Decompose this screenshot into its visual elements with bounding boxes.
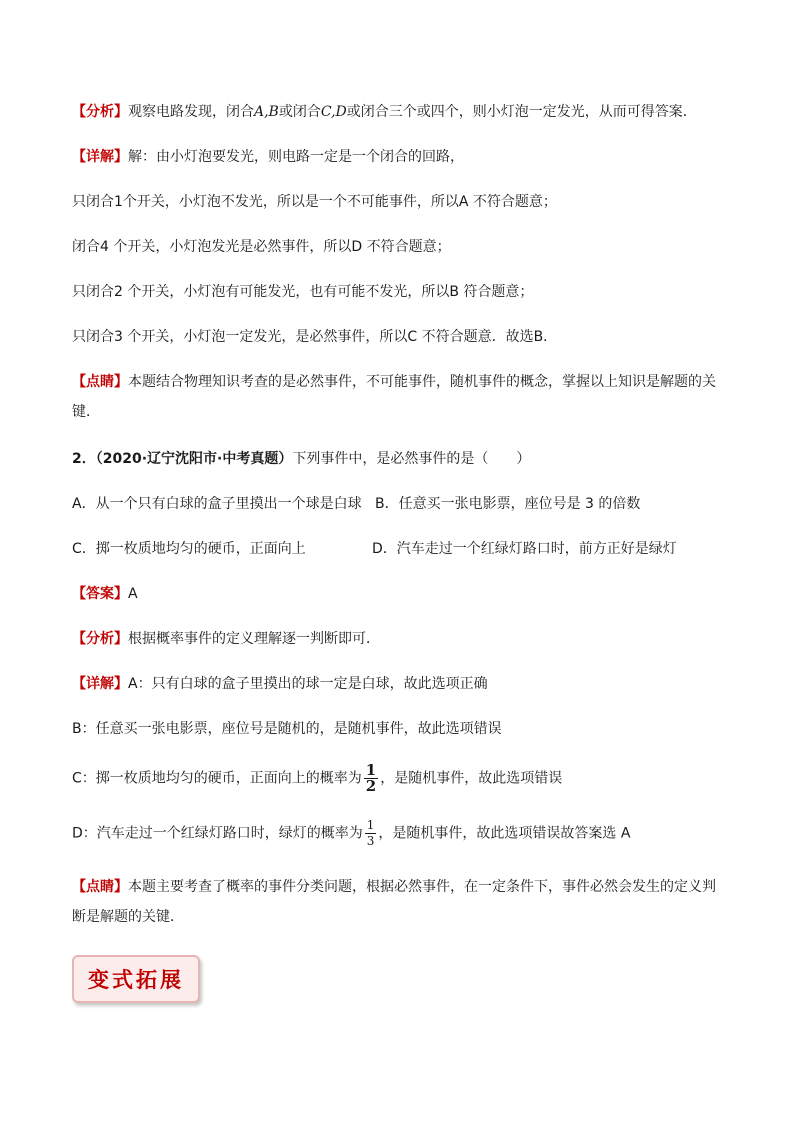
answer: 【答案】A [72,586,138,602]
section-title: 变式拓展 [88,967,184,992]
prev-detail-line-1: 只闭合1个开关，小灯泡不发光，所以是一个不可能事件，所以A 不符合题意； [72,194,557,210]
answer-tag: 【答案】 [72,586,128,602]
detail-tag: 【详解】 [72,149,128,165]
question-2-stem: 2．（2020·辽宁沈阳市·中考真题）下列事件中，是必然事件的是（ ） [72,451,531,467]
analysis-tag: 【分析】 [72,631,128,647]
detail-d: D：汽车走过一个红绿灯路口时，绿灯的概率为 $\frac{1}{3}$ ，是随机事件，故此选项错误故答案选 A [72,818,631,848]
prev-detail-line-2: 闭合4 个开关，小灯泡发光是必然事件，所以D 不符合题意； [72,239,451,255]
comment-tag: 【点睛】 [72,879,128,895]
option-b: B．任意买一张电影票，座位号是 3 的倍数 [375,496,641,512]
option-c: C．掷一枚质地均匀的硬币，正面向上 [72,541,306,557]
fraction-one-half: $\frac{1}{2}$ [365,761,377,795]
comment-tag: 【点睛】 [72,374,128,390]
detail-tag: 【详解】 [72,676,128,692]
section-heading-badge [72,955,200,1003]
q2-comment-cont: 断是解题的关键． [72,909,184,925]
math-cd: C,D [320,104,347,120]
prev-comment: 【点睛】本题结合物理知识考查的是必然事件，不可能事件，随机事件的概念，掌握以上知识是解题的关 [72,374,716,390]
analysis-tag: 【分析】 [72,104,128,120]
prev-detail-line-4: 只闭合3 个开关，小灯泡一定发光，是必然事件，所以C 不符合题意．故选B． [72,329,558,345]
q2-analysis: 【分析】根据概率事件的定义理解逐一判断即可． [72,631,380,647]
detail-c: C：掷一枚质地均匀的硬币，正面向上的概率为 $\frac{1}{2}$ ，是随机事件，故此选项错误 [72,761,563,795]
math-ab: A,B [254,104,279,120]
q2-comment: 【点睛】本题主要考查了概率的事件分类问题，根据必然事件，在一定条件下，事件必然会发生的定义判 [72,879,716,895]
prev-detail: 【详解】解：由小灯泡要发光，则电路一定是一个闭合的回路， [72,149,464,165]
option-a: A．从一个只有白球的盒子里摸出一个球是白球 [72,496,362,512]
prev-detail-line-3: 只闭合2 个开关，小灯泡有可能发光，也有可能不发光，所以B 符合题意； [72,284,534,300]
prev-analysis: 【分析】观察电路发现，闭合A,B或闭合C,D或闭合三个或四个，则小灯泡一定发光，从而可得答案． [72,104,697,120]
question-source: （2020·辽宁沈阳市·中考真题） [95,451,293,467]
prev-comment-cont: 键． [72,404,100,420]
q2-detail: 【详解】A：只有白球的盒子里摸出的球一定是白球，故此选项正确 [72,676,488,692]
question-number: 2． [72,451,96,467]
option-d: D．汽车走过一个红绿灯路口时，前方正好是绿灯 [372,541,677,557]
fraction-one-third: $\frac{1}{3}$ [366,818,375,848]
detail-b: B：任意买一张电影票，座位号是随机的，是随机事件，故此选项错误 [72,721,502,737]
